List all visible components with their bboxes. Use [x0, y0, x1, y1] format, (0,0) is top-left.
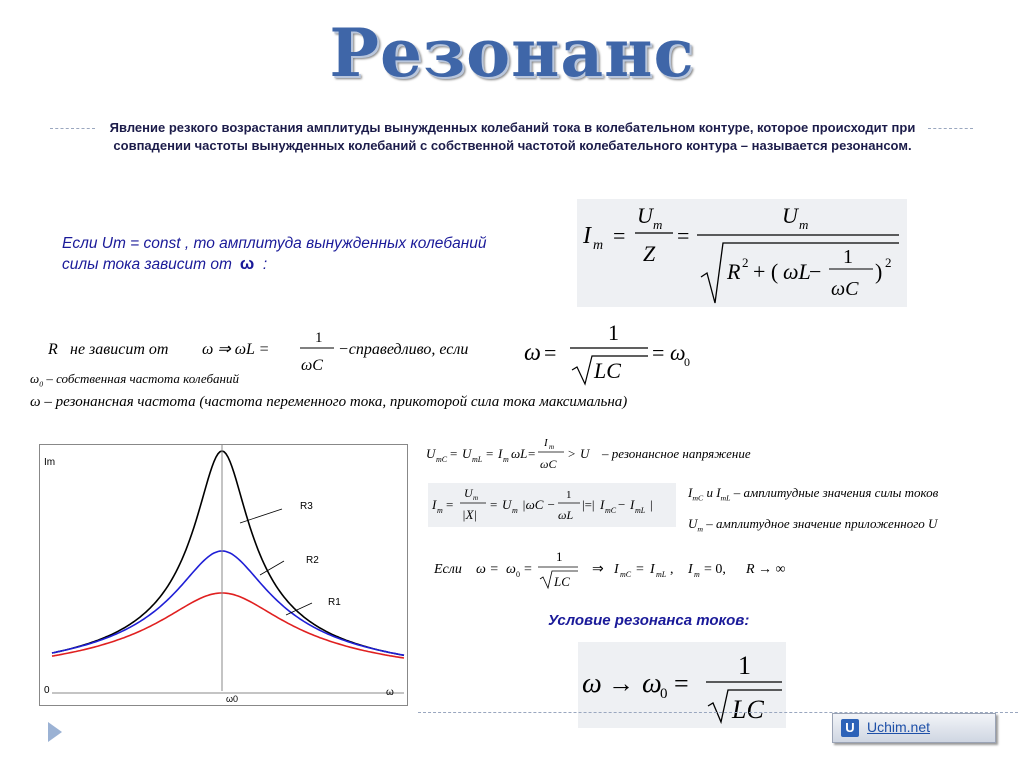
svg-text:=: = [450, 446, 458, 461]
r-text1: не зависит от [70, 341, 169, 358]
svg-text:m: m [799, 217, 809, 232]
svg-text:=: = [636, 562, 644, 577]
svg-text:1: 1 [843, 246, 853, 268]
svg-text:,: , [670, 562, 674, 577]
r-text2: −справедливо, если [338, 341, 469, 358]
if-um-colon: : [262, 256, 268, 273]
svg-text:U: U [637, 203, 653, 228]
r-condition-formula [48, 324, 518, 376]
svg-text:|: | [650, 497, 653, 512]
amp-note1: $I_{mC}$ и $I_{mL}$ – амплитудные значения силы токов [688, 485, 939, 503]
formula-box-reactance [428, 483, 676, 527]
svg-text:I: I [600, 497, 605, 512]
formula-if-resonance [432, 546, 822, 592]
site-logo[interactable] [832, 713, 996, 743]
svg-text:1: 1 [608, 320, 619, 345]
svg-text:m: m [473, 494, 479, 502]
svg-text:m: m [653, 217, 663, 232]
r-condition-line [48, 324, 518, 376]
svg-text:mL: mL [472, 455, 483, 464]
svg-text:R: R [746, 562, 755, 577]
amp-note2: $U_m$ – амплитудное значение приложенного U [688, 516, 938, 534]
svg-text:ωC: ωC [831, 278, 859, 300]
svg-text:=: = [674, 669, 689, 698]
svg-text:ω: ω [642, 668, 662, 699]
svg-text:R: R [727, 259, 741, 284]
svg-text:m: m [437, 506, 443, 515]
svg-text:⇒: ⇒ [592, 562, 604, 577]
svg-text:mC: mC [605, 506, 617, 515]
svg-text:2: 2 [885, 255, 892, 270]
svg-text:=: = [544, 340, 557, 365]
omega0-note: $\omega_0$ – собственная частота колебаний [30, 371, 239, 389]
svg-text:0: 0 [516, 570, 520, 579]
y-axis-label: Im [44, 457, 56, 468]
resonance-graph [39, 444, 408, 706]
svg-text:Z: Z [643, 241, 656, 266]
svg-text:mL: mL [656, 570, 667, 579]
svg-text:=: = [528, 446, 536, 461]
label-r3: R3 [300, 501, 313, 512]
svg-text:I: I [498, 446, 503, 461]
if-um-line2: силы тока зависит от [62, 256, 232, 273]
svg-text:= 0,: = 0, [704, 562, 726, 577]
svg-text:=: = [486, 446, 494, 461]
svg-text:>: > [568, 446, 576, 461]
svg-text:I: I [544, 437, 548, 449]
svg-text:U: U [782, 203, 798, 228]
r-symbol: R [48, 341, 58, 358]
omega-note-text: – резонансная частота (частота переменного тока, прикоторой сила тока максимальна) [44, 394, 628, 410]
formula-resonant-voltage [424, 434, 824, 478]
svg-text:ω ⇒ ωL =: ω ⇒ ωL = [202, 341, 270, 358]
svg-text:U: U [464, 486, 473, 500]
svg-text:=: = [613, 223, 626, 248]
formula-resonance-freq [520, 318, 690, 388]
next-slide-arrow-icon[interactable] [48, 722, 62, 742]
amp-note2-text: – амплитудное значение приложенного U [706, 516, 938, 531]
svg-text:LC: LC [594, 358, 621, 383]
svg-text:mC: mC [620, 570, 632, 579]
condition-title: Условие резонанса токов: [548, 612, 750, 629]
curve-r2 [52, 551, 404, 655]
svg-text:ω: ω [524, 340, 541, 366]
svg-text:ωL: ωL [511, 446, 528, 461]
curve-r1 [52, 593, 404, 658]
svg-text:m: m [512, 506, 518, 515]
formula-box-condition [578, 642, 786, 728]
if-word: Если [434, 562, 462, 577]
svg-text:|=|: |=| [582, 497, 595, 512]
svg-text:U: U [502, 497, 512, 512]
origin-label: 0 [44, 685, 50, 696]
svg-text:I: I [688, 562, 693, 577]
svg-text:m: m [593, 238, 604, 253]
label-r1: R1 [328, 597, 341, 608]
if-um-line1: Если Um = const , то амплитуда вынужденных колебаний [62, 235, 487, 252]
svg-text:−: − [809, 259, 822, 284]
svg-text:=: = [524, 562, 532, 577]
svg-text:I: I [630, 497, 635, 512]
svg-text:m: m [549, 443, 555, 451]
x-axis-label: ω [386, 687, 394, 698]
svg-text:m: m [694, 570, 700, 579]
curve-r3 [52, 451, 404, 655]
if-um-text [62, 234, 562, 275]
svg-text:ωL: ωL [558, 508, 574, 522]
svg-text:1: 1 [738, 651, 751, 680]
label-r2: R2 [306, 555, 319, 566]
divider-right [928, 128, 973, 129]
omega-symbol: ω [239, 254, 255, 273]
svg-text:|ωC −: |ωC − [522, 497, 556, 512]
svg-text:U: U [580, 446, 590, 461]
svg-text:ω =: ω = [476, 562, 499, 577]
svg-text:LC: LC [554, 574, 570, 589]
svg-text:I: I [432, 497, 437, 512]
resonant-voltage-label: – резонансное напряжение [602, 446, 751, 461]
svg-text:=: = [677, 223, 690, 248]
omega0-tick: ω0 [226, 694, 239, 704]
svg-text:ω: ω [670, 340, 686, 365]
amp-note1-and: и [706, 485, 713, 500]
svg-text:ωC: ωC [301, 357, 323, 374]
svg-text:0: 0 [684, 355, 690, 369]
amp-note1-text: – амплитудные значения силы токов [733, 485, 939, 500]
logo-mark-icon: U [841, 719, 859, 737]
omega0-note-text: – собственная частота колебаний [46, 371, 239, 386]
svg-text:ωC: ωC [540, 457, 557, 471]
definition-text: Явление резкого возрастания амплитуды вынужденных колебаний тока в колебательном контуре, которое происходит при совпадении частоты вынужденных колебаний с собственной частотой колебательного контура – называется резонансом. [109, 120, 916, 153]
svg-text:→ ∞: → ∞ [758, 562, 786, 577]
svg-text:m: m [503, 455, 509, 464]
formula-ohm-law [577, 199, 907, 307]
svg-text:ω: ω [582, 668, 602, 699]
svg-text:|X|: |X| [462, 507, 478, 522]
divider-left [50, 128, 95, 129]
resonance-curves [40, 445, 407, 705]
svg-text:=: = [652, 340, 665, 365]
svg-text:mL: mL [635, 506, 646, 515]
svg-text:1: 1 [315, 330, 323, 346]
svg-text:=: = [490, 497, 498, 512]
svg-text:−: − [618, 497, 626, 512]
svg-text:→: → [608, 669, 634, 698]
svg-text:mC: mC [436, 455, 448, 464]
svg-text:U: U [462, 446, 472, 461]
svg-text:ω: ω [506, 562, 516, 577]
svg-text:2: 2 [742, 255, 749, 270]
svg-text:): ) [875, 259, 883, 284]
svg-text:1: 1 [566, 489, 572, 501]
omega-note: ω – резонансная частота (частота переменного тока, прикоторой сила тока максимальна) [30, 394, 628, 410]
svg-text:LC: LC [732, 695, 764, 724]
svg-text:+ (: + ( [753, 259, 779, 284]
logo-text[interactable]: Uchim.net [867, 719, 931, 735]
page-title: Резонанс [329, 14, 695, 92]
svg-text:I: I [583, 223, 591, 249]
svg-text:=: = [446, 497, 454, 512]
svg-text:I: I [650, 562, 655, 577]
svg-text:1: 1 [556, 549, 563, 564]
formula-box-ohm [577, 199, 907, 307]
svg-text:0: 0 [660, 686, 668, 702]
svg-text:I: I [614, 562, 619, 577]
svg-text:ωL: ωL [783, 259, 811, 284]
svg-text:U: U [426, 446, 436, 461]
